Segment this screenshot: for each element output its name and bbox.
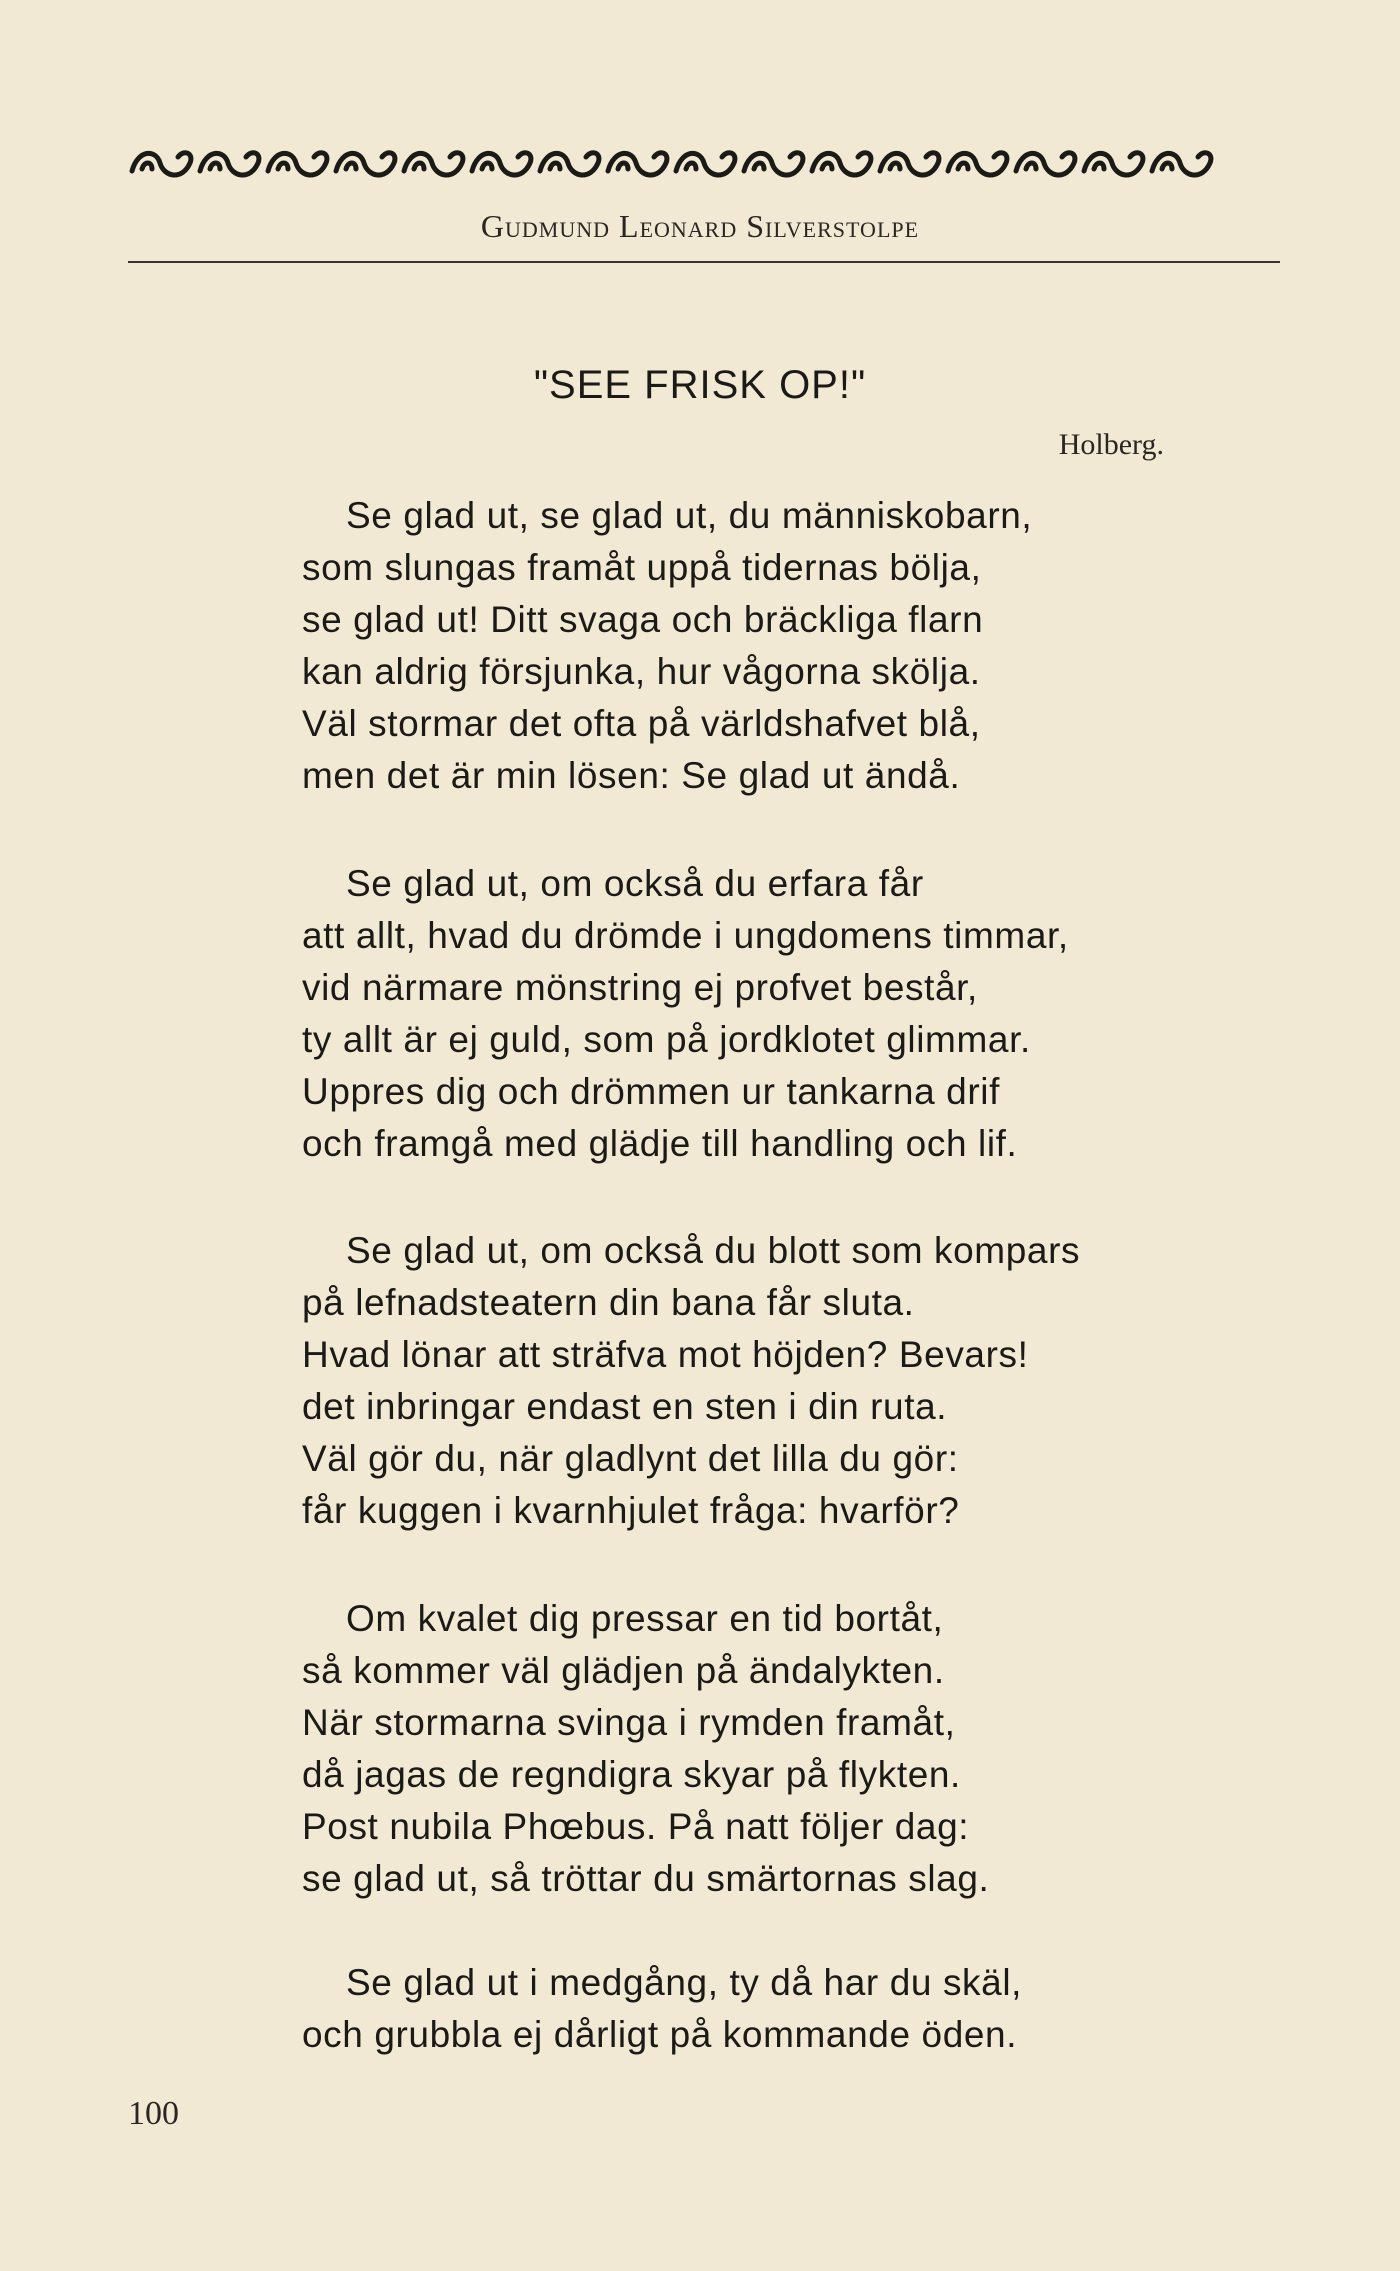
poem-line: Uppres dig och drömmen ur tankarna drif xyxy=(302,1071,1000,1112)
poem-line: Om kvalet dig pressar en tid bortåt, xyxy=(346,1598,944,1639)
poem-line: som slungas framåt uppå tidernas bölja, xyxy=(302,547,982,588)
ornament-scroll xyxy=(1084,153,1143,175)
ornament-scroll xyxy=(948,153,1007,175)
poem-line: men det är min lösen: Se glad ut ändå. xyxy=(302,755,961,796)
ornament-scroll xyxy=(1152,153,1211,175)
stanza-2 xyxy=(302,858,1222,1170)
ornament-curl xyxy=(210,163,220,169)
poem-line: kan aldrig försjunka, hur vågorna skölja. xyxy=(302,651,981,692)
ornament-curl xyxy=(822,163,832,169)
poem-line: och grubbla ej dårligt på kommande öden. xyxy=(302,2014,1018,2055)
ornament-scroll xyxy=(812,153,871,175)
poem-line: Hvad lönar att sträfva mot höjden? Bevars! xyxy=(302,1334,1029,1375)
poem-line: och framgå med glädje till handling och lif. xyxy=(302,1123,1018,1164)
ornament-curl xyxy=(1094,163,1104,169)
ornament-scroll xyxy=(200,153,259,175)
poem-line: att allt, hvad du drömde i ungdomens timmar, xyxy=(302,915,1069,956)
poem-line: Se glad ut, se glad ut, du människobarn, xyxy=(346,495,1033,536)
poem-line: Se glad ut, om också du blott som kompars xyxy=(346,1230,1081,1271)
poem-line: När stormarna svinga i rymden framåt, xyxy=(302,1702,956,1743)
poem-epigraph: Holberg. xyxy=(1058,428,1164,461)
page-number: 100 xyxy=(128,2095,179,2132)
header-rule xyxy=(128,261,1280,263)
poem-line: ty allt är ej guld, som på jordklotet glimmar. xyxy=(302,1019,1031,1060)
stanza-3 xyxy=(302,1225,1222,1537)
ornament-curl xyxy=(958,163,968,169)
poem-line: får kuggen i kvarnhjulet fråga: hvarför? xyxy=(302,1490,960,1531)
poem-line: på lefnadsteatern din bana får sluta. xyxy=(302,1282,915,1323)
ornament-scroll xyxy=(472,153,531,175)
poem-line: Väl gör du, när gladlynt det lilla du gör: xyxy=(302,1438,959,1479)
stanza-5 xyxy=(302,1957,1222,2061)
ornament-scroll xyxy=(540,153,599,175)
ornament-scroll xyxy=(744,153,803,175)
poem-line: Se glad ut i medgång, ty då har du skäl, xyxy=(346,1962,1023,2003)
ornament-curl xyxy=(754,163,764,169)
ornament-scroll xyxy=(404,153,463,175)
ornament-curl xyxy=(550,163,560,169)
ornament-curl xyxy=(414,163,424,169)
ornament-curl xyxy=(278,163,288,169)
ornament-curl xyxy=(890,163,900,169)
poem-line: det inbringar endast en sten i din ruta. xyxy=(302,1386,948,1427)
ornament-scroll xyxy=(608,153,667,175)
poem-line: se glad ut! Ditt svaga och bräckliga flarn xyxy=(302,599,984,640)
stanza-1 xyxy=(302,490,1222,802)
ornament-scroll xyxy=(132,153,191,175)
ornament-curl xyxy=(1026,163,1036,169)
ornament-curl xyxy=(686,163,696,169)
stanza-4 xyxy=(302,1593,1222,1905)
poem-line: Post nubila Phœbus. På natt följer dag: xyxy=(302,1806,970,1847)
decorative-border-ornament xyxy=(128,141,1271,191)
ornament-scroll xyxy=(676,153,735,175)
ornament-scroll xyxy=(268,153,327,175)
poem-line: vid närmare mönstring ej profvet består, xyxy=(302,967,978,1008)
poem-line: då jagas de regndigra skyar på flykten. xyxy=(302,1754,961,1795)
poem-line: så kommer väl glädjen på ändalykten. xyxy=(302,1650,945,1691)
ornament-curl xyxy=(142,163,152,169)
ornament-curl xyxy=(1162,163,1172,169)
poem-line: Se glad ut, om också du erfara får xyxy=(346,863,924,904)
poem-line: Väl stormar det ofta på världshafvet blå, xyxy=(302,703,981,744)
ornament-curl xyxy=(482,163,492,169)
ornament-scroll xyxy=(1016,153,1075,175)
ornament-scroll xyxy=(336,153,395,175)
ornament-curl xyxy=(346,163,356,169)
running-head-author: Gudmund Leonard Silverstolpe xyxy=(480,208,920,244)
ornament-curl xyxy=(618,163,628,169)
poem-line: se glad ut, så tröttar du smärtornas slag. xyxy=(302,1858,990,1899)
poem-title: "SEE FRISK OP!" xyxy=(533,363,867,407)
ornament-scroll xyxy=(880,153,939,175)
